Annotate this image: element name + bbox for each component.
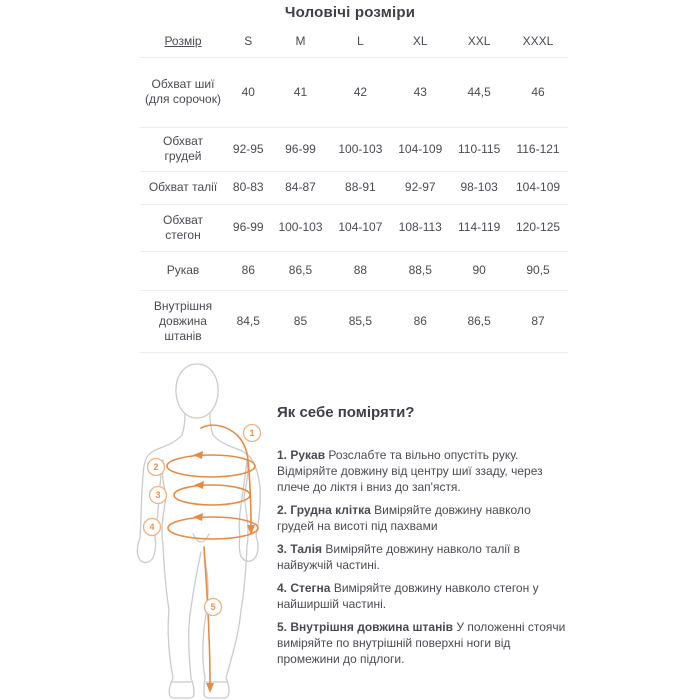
marker-number-3: 3	[155, 490, 161, 501]
hips-ellipse	[168, 517, 258, 539]
body-measurement-diagram	[133, 356, 278, 700]
marker-number-5: 5	[210, 602, 216, 613]
chest-ellipse	[167, 455, 255, 477]
cell: 92-95	[232, 141, 264, 156]
cell: 84,5	[236, 313, 260, 328]
col-header-s: S	[244, 33, 253, 48]
guide-step-text: Розслабте та вільно опустіть руку. Відміряйте довжину від центру шиї ззаду, через плече до ліктя і вниз до зап'ястя.	[277, 448, 543, 494]
cell: 104-109	[398, 141, 443, 156]
cell: 120-125	[516, 220, 561, 234]
cell: 41	[293, 84, 308, 99]
guide-step-hips	[277, 580, 567, 612]
inseam-arrowhead	[206, 683, 214, 693]
guide-step-waist	[277, 541, 567, 573]
cell: 46	[531, 84, 545, 99]
chest-arrowhead	[193, 451, 203, 459]
measurement-arrows	[167, 425, 258, 684]
page-title: Чоловічі розміри	[284, 4, 416, 21]
cell: 100-103	[278, 220, 323, 234]
cell: 98-103	[460, 180, 498, 194]
table-row-inseam	[140, 290, 568, 352]
guide-step-label: 5. Внутрішня довжина штанів	[277, 620, 454, 634]
cell: 86,5	[288, 263, 313, 277]
col-header-m: M	[295, 33, 306, 48]
col-header-xxxl: XXXL	[522, 33, 554, 48]
size-table-header-row	[140, 26, 568, 57]
cell: 96-99	[285, 141, 316, 156]
cell: 104-109	[516, 180, 561, 194]
guide-step-label: 2. Грудна клітка	[277, 503, 371, 517]
table-row-waist	[140, 171, 568, 204]
guide-step-chest	[277, 502, 567, 534]
cell: 92-97	[404, 180, 436, 194]
waist-ellipse	[174, 485, 250, 505]
cell: 85	[293, 313, 308, 328]
row-label: Обхват талії	[148, 180, 218, 194]
cell: 88,5	[408, 263, 432, 277]
guide-step-text: Виміряйте довжину навколо грудей на висоті під пахвами	[277, 503, 531, 533]
table-row-sleeve	[140, 251, 568, 290]
row-label: Обхват грудей	[163, 134, 203, 163]
cell: 110-115	[457, 141, 501, 156]
hips-arrowhead	[193, 513, 203, 521]
cell: 40	[241, 84, 255, 99]
cell: 86	[413, 313, 427, 328]
cell: 116-121	[516, 141, 560, 156]
marker-number-1: 1	[249, 428, 255, 439]
body-diagram-svg	[133, 356, 278, 700]
cell: 87	[531, 313, 545, 328]
row-label: Обхват шиї (для сорочок)	[145, 77, 221, 106]
col-header-xxl: XXL	[467, 33, 491, 48]
cell: 88	[353, 263, 368, 277]
cell: 96-99	[232, 220, 264, 234]
guide-heading: Як себе поміряти?	[277, 404, 415, 421]
cell: 86	[241, 263, 255, 277]
cell: 114-119	[457, 220, 501, 234]
size-table	[140, 26, 568, 353]
guide-step-text: У положенні стоячи виміряйте по внутрішній поверхні ноги від промежини до підлоги.	[277, 620, 566, 666]
cell: 44,5	[467, 84, 491, 99]
inseam-arrow	[204, 547, 210, 684]
cell: 86,5	[467, 313, 491, 328]
col-header-xl: XL	[412, 33, 428, 48]
guide-step-sleeve	[277, 447, 567, 495]
size-header-link[interactable]: Розмір	[164, 33, 202, 48]
cell: 80-83	[232, 180, 264, 194]
cell: 100-103	[338, 141, 383, 156]
guide-step-label: 4. Стегна	[277, 581, 331, 595]
cell: 42	[353, 84, 368, 99]
cell: 90,5	[526, 263, 550, 277]
cell: 85,5	[348, 313, 373, 328]
guide-step-text: Виміряйте довжину навколо стегон у найширшій частині.	[277, 581, 539, 611]
table-row-chest	[140, 127, 568, 171]
waist-arrowhead	[194, 481, 204, 489]
table-row-neck	[140, 57, 568, 127]
guide-step-text: Виміряйте довжину навколо талії в найвужчій частині.	[277, 542, 521, 572]
cell: 43	[413, 84, 427, 99]
cell: 108-113	[398, 220, 442, 234]
row-label: Рукав	[166, 263, 200, 277]
cell: 84-87	[285, 180, 316, 194]
measuring-guide	[277, 404, 567, 674]
size-header-cell	[140, 26, 226, 57]
row-label: Обхват стегон	[163, 212, 203, 242]
row-label: Внутрішня довжина штанів	[153, 298, 213, 343]
table-row-hips	[140, 204, 568, 251]
cell: 90	[472, 263, 486, 277]
cell: 104-107	[338, 220, 383, 234]
marker-number-2: 2	[153, 462, 159, 473]
guide-step-label: 3. Талія	[277, 542, 323, 556]
col-header-l: L	[357, 33, 364, 48]
cell: 88-91	[345, 180, 376, 194]
sleeve-arrow	[201, 425, 251, 526]
guide-step-label: 1. Рукав	[277, 448, 326, 462]
marker-number-4: 4	[149, 522, 155, 533]
guide-step-inseam	[277, 619, 567, 667]
